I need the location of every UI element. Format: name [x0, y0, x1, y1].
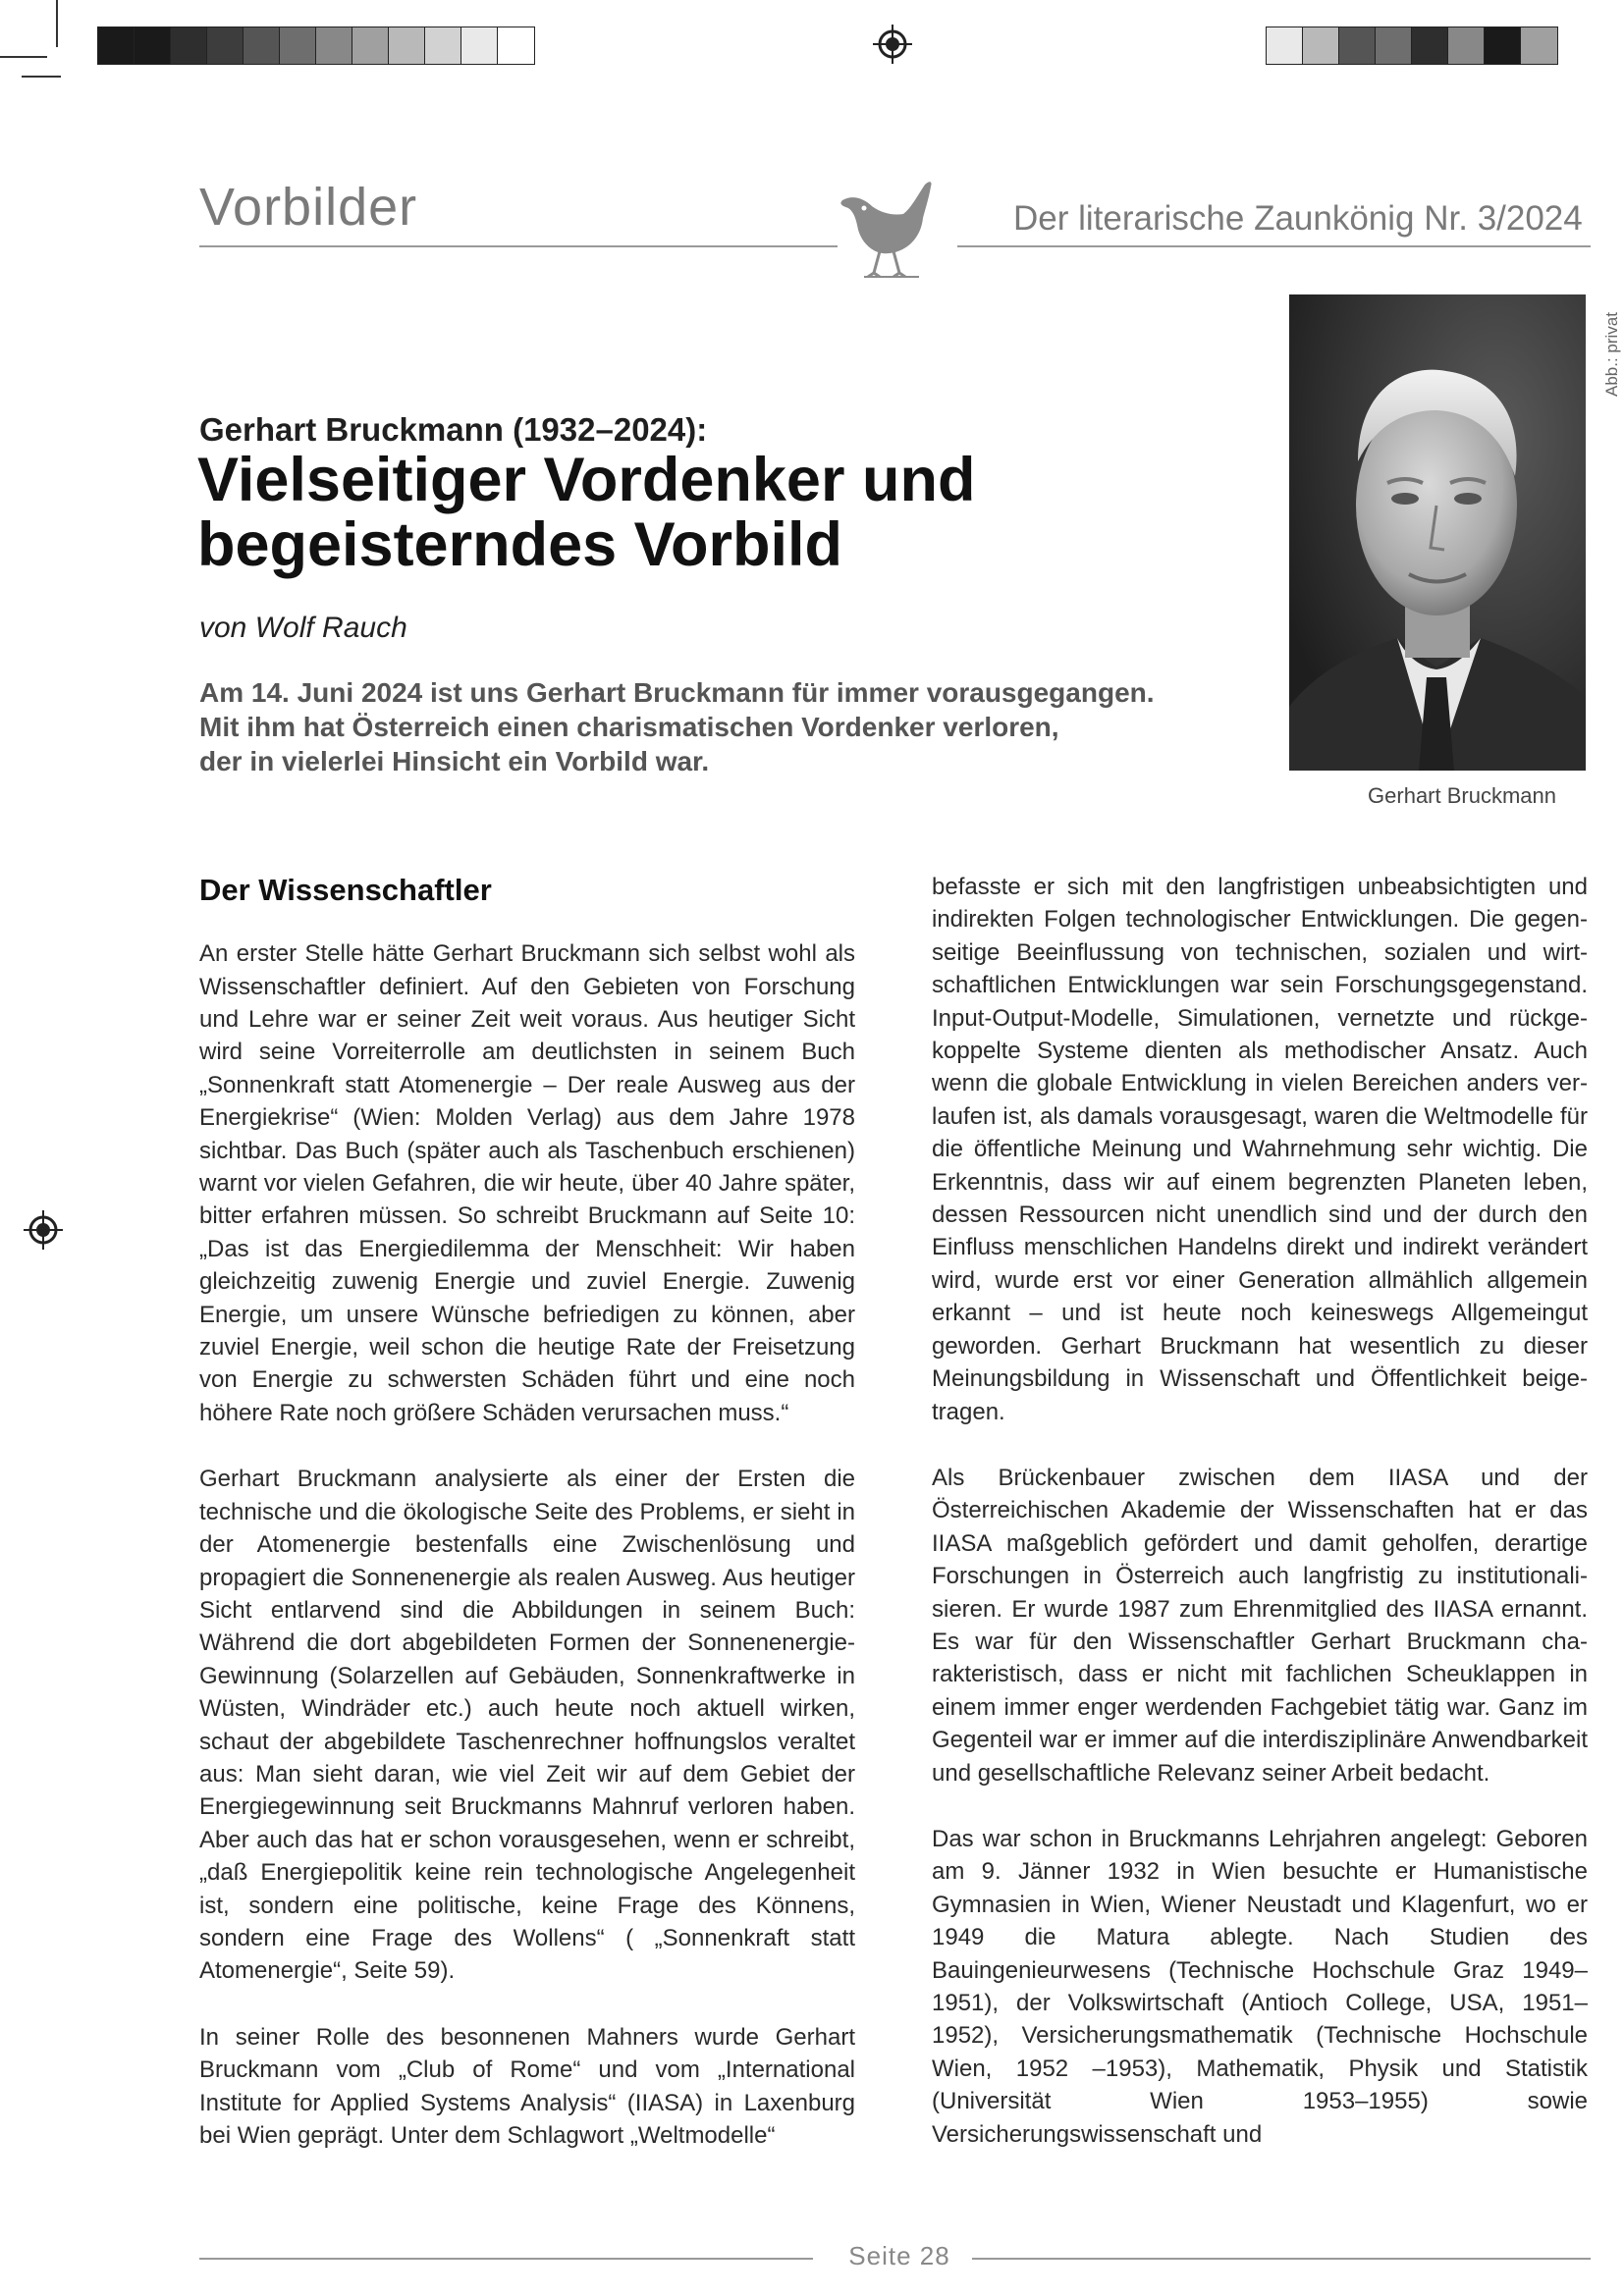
- grayscale-swatch-bar-right: [1266, 27, 1558, 65]
- photo-credit-text: Abb.: privat: [1602, 312, 1621, 397]
- swatch: [498, 27, 534, 64]
- registration-mark-icon: [24, 1210, 63, 1250]
- body-column-right: [932, 871, 1588, 2184]
- swatch: [171, 27, 207, 64]
- swatch: [1448, 27, 1485, 64]
- lead-line: der in vielerlei Hinsicht ein Vorbild war.: [199, 746, 710, 776]
- headline-line: Vielseitiger Vordenker und: [197, 446, 976, 514]
- header-rule-right: [957, 245, 1591, 247]
- swatch: [1376, 27, 1412, 64]
- photo-credit: [1598, 296, 1622, 404]
- swatch: [244, 27, 280, 64]
- swatch: [207, 27, 244, 64]
- swatch: [1521, 27, 1557, 64]
- footer-rule-left: [199, 2258, 813, 2260]
- section-title: Vorbilder: [199, 178, 418, 237]
- body-paragraph: Gerhart Bruckmann analysierte als einer der Ersten die technische und die ökologische Seite des Problems, er sieht in der Atomenergie bestenfalls eine Zwischenlösung und propagiert die Sonnenenergie als realen Ausweg. Aus heutiger Sicht entlarvend sind die Abbildungen in seinem Buch: Während die dort abgebildeten Formen der Sonnenenergie-Gewinnung (Solarzellen auf Gebäuden, Sonnenkraftwerke in Wüsten, Windräder etc.) auch heute noch aktuell wirken, schaut der abgebildete Taschenrechner hoffnungslos veraltet aus: Man sieht daran, wie viel Zeit wir auf dem Gebiet der Energiegewinnung seit Bruckmanns Mahnruf verloren haben. Aber auch das hat er schon vorausgesehen, wenn er schreibt, „daß Energiepolitik keine rein technologische Angelegenheit ist, sondern eine politische, keine Frage des Könnens, sondern eine Frage des Wollens“ ( „Sonnenkraft statt Atomenergie“, Seite 59).: [199, 1466, 855, 1985]
- lead-paragraph: [199, 675, 1279, 778]
- crop-mark: [56, 0, 58, 47]
- swatch: [98, 27, 135, 64]
- section-heading: Der Wissenschaftler: [199, 873, 492, 907]
- swatch: [1267, 27, 1303, 64]
- swatch: [389, 27, 425, 64]
- body-paragraph: Als Brückenbauer zwischen dem IIASA und der Österreichischen Akademie der Wissenschaften hat er das IIASA maßgeblich gefördert und damit geholfen, derartige Forschungen in Österreich auch langfristig zu institutionalisieren. Er wurde 1987 zum Ehrenmitglied des IIASA ernannt. Es war für den Wissenschaftler Gerhart Bruckmann charakteristisch, dass er nicht mit fachlichen Scheuklappen in einem immer enger werdenden Fachgebiet tätig war. Ganz im Gegenteil war er immer auf die interdisziplinäre Anwendbarkeit und gesellschaftliche Relevanz seiner Arbeit bedacht.: [932, 1464, 1588, 1787]
- footer-rule-right: [972, 2258, 1591, 2260]
- article-headline: [197, 446, 1228, 580]
- swatch: [425, 27, 461, 64]
- crop-mark: [22, 76, 61, 78]
- article-kicker: Gerhart Bruckmann (1932–2024):: [199, 411, 708, 448]
- swatch: [1303, 27, 1339, 64]
- page-number: Seite 28: [848, 2241, 950, 2270]
- body-column-left: [199, 864, 855, 2185]
- wren-bird-icon: [835, 179, 943, 285]
- grayscale-swatch-bar-left: [97, 27, 535, 65]
- swatch: [135, 27, 171, 64]
- swatch: [316, 27, 352, 64]
- swatch: [1412, 27, 1448, 64]
- magazine-title: Der literarische Zaunkönig Nr. 3/2024: [1013, 199, 1583, 238]
- swatch: [1485, 27, 1521, 64]
- crop-mark: [0, 56, 47, 58]
- swatch: [1339, 27, 1376, 64]
- headline-line: begeisterndes Vorbild: [197, 510, 842, 580]
- lead-line: Am 14. Juni 2024 ist uns Gerhart Bruckmann für immer vorausgegangen.: [199, 677, 1155, 708]
- photo-caption: Gerhart Bruckmann: [1368, 783, 1556, 808]
- swatch: [280, 27, 316, 64]
- body-paragraph: An erster Stelle hätte Gerhart Bruckmann sich selbst wohl als Wissenschaftler definiert. Auf den Gebieten von Forschung und Lehre war er seiner Zeit weit voraus. Aus heutiger Sicht wird seine Vorreiterrolle am deutlichsten in seinem Buch „Sonnenkraft statt Atomenergie – Der reale Ausweg aus der Energiekrise“ (Wien: Molden Verlag) aus dem Jahre 1978 sichtbar. Das Buch (später auch als Taschenbuch erschienen) warnt vor vielen Gefahren, die wir heute, über 40 Jahre später, bitter erfahren müssen. So schreibt Bruckmann auf Seite 10: „Das ist das Energiedilemma der Menschheit: Wir haben gleichzeitig zuwenig Energie und zuviel Energie. Zuwenig Energie, um unsere Wünsche befriedigen zu können, aber zuviel Energie, weil schon die heutige Rate der Freisetzung von Energie zu schwersten Schäden führt und eine noch höhere Rate noch größere Schäden verursachen muss.“: [199, 940, 855, 1426]
- header-rule-left: [199, 245, 838, 247]
- swatch: [461, 27, 498, 64]
- portrait-photo: [1289, 294, 1586, 771]
- body-paragraph: Das war schon in Bruckmanns Lehrjahren angelegt: Geboren am 9. Jänner 1932 in Wien besuchte er Humanistische Gymnasien in Wien, Wiener Neustadt und Klagenfurt, wo er 1949 die Matura ablegte. Nach Studien des Bauingenieurwesens (Technische Hochschule Graz 1949–1951), der Volkswirtschaft (Antioch College, USA, 1951–1952), Versicherungsmathematik (Technische Hochschule Wien, 1952 –1953), Mathematik, Physik und Statistik (Universität Wien 1953–1955) sowie Versicherungswissenschaft und: [932, 1825, 1588, 2148]
- body-paragraph: In seiner Rolle des besonnenen Mahners wurde Gerhart Bruckmann vom „Club of Rome“ und vom „International Institute for Applied Systems Analysis“ (IIASA) in Laxenburg bei Wien geprägt. Unter dem Schlagwort „Weltmodelle“: [199, 2023, 855, 2149]
- byline: von Wolf Rauch: [199, 612, 407, 644]
- registration-mark-icon: [873, 25, 912, 64]
- swatch: [352, 27, 389, 64]
- body-paragraph: befasste er sich mit den langfristigen unbeabsichtigten und indirekten Folgen technologischer Entwicklungen. Die gegenseitige Beeinflussung von technischen, sozialen und wirtschaftlichen Entwicklungen war sein Forschungsgegenstand. Input-Output-Modelle, Simulationen, vernetzte und rückgekoppelte Systeme dienten als methodischer Ansatz. Auch wenn die globale Entwicklung in vielen Bereichen anders verlaufen ist, als damals vorausgesagt, waren die Weltmodelle für die öffentliche Meinung und Wahrnehmung sehr wichtig. Die Erkenntnis, dass wir auf einem begrenzten Planeten leben, dessen Ressourcen nicht unendlich sind und der durch den Einfluss menschlichen Handelns direkt und indirekt verändert wird, wurde erst vor einer Generation allmählich allgemein erkannt – und ist heute noch keineswegs Allgemeingut geworden. Gerhart Bruckmann hat wesentlich zu dieser Meinungsbildung in Wissenschaft und Öffentlichkeit beigetragen.: [932, 874, 1588, 1425]
- lead-line: Mit ihm hat Österreich einen charismatischen Vordenker verloren,: [199, 712, 1059, 742]
